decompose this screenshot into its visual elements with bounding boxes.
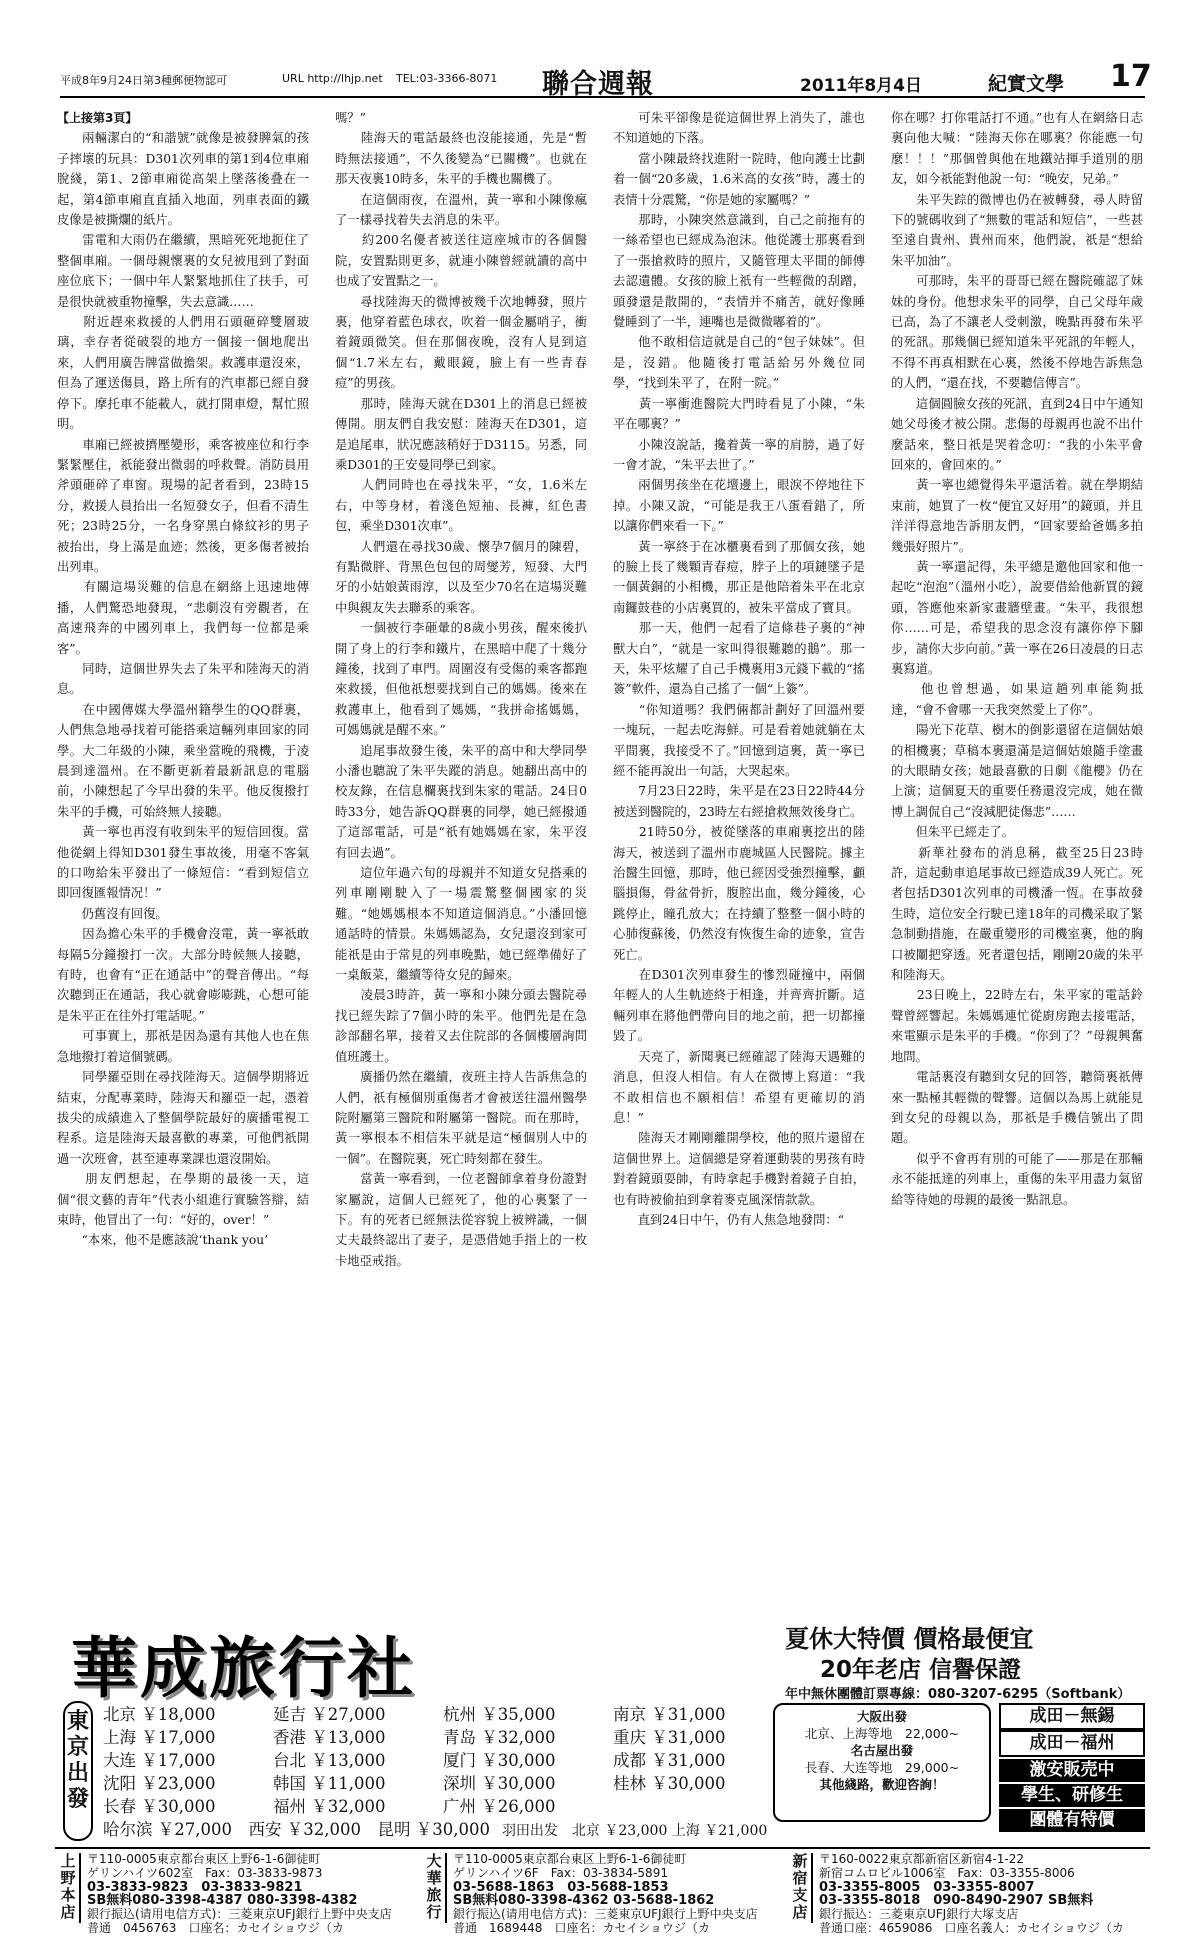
osaka-nagoya-box: 大阪出發 北京、上海等地 22,000~ 名古屋出發 長春、大连等地 29,000~ 其他綫路，歡迎咨詢！	[773, 1703, 991, 1822]
special-routes: 成田－無錫 成田－福州 激安販売中 學生、研修生 團體有特價	[999, 1703, 1145, 1832]
ad-title: 華成旅行社	[71, 1630, 416, 1707]
masthead: 聯合週報	[542, 69, 654, 100]
article-column-1	[57, 108, 309, 1608]
continued-marker: 【上接第3頁】	[57, 111, 138, 125]
article-body	[55, 108, 1150, 1608]
header-url: URL http://lhjp.net	[282, 72, 383, 85]
branch-shinjuku: 〒160-0022東京都新宿区新宿4-1-22 新宿コムロビル1006室 Fax：03-3355-8006 03-3355-8005 03-3355-8007 03-3355-8018 090-8490-2907 SB無料 銀行振込：三菱東京UFJ銀行大塚支店 普通口座：4659086 口座名義人：カセイショウジ（カ	[819, 1852, 1124, 1935]
branch-name-ueno: 上 野 本 店	[57, 1853, 81, 1923]
header-tel: TEL:03-3366-8071	[396, 72, 498, 85]
fare-table	[103, 1703, 823, 1843]
branch-name-daika: 大 華 旅 行	[423, 1853, 447, 1923]
fare-row-last: 哈尔滨 ￥27,000 西安 ￥32,000 昆明 ￥30,000 羽田出发 北京 ￥23,000 上海 ￥21,000	[103, 1820, 768, 1839]
article-column-2: 嗎？” 陸海天的電話最終也沒能接通，先是“暫時無法接通”，不久後變為“已關機”。也就在那天夜裏10時多，朱平的手機也關機了。 在這個雨夜，在溫州，黃一寧和小陳像瘋了一樣尋找着失去消息的朱平。 約200名優者被送往這座城市的各個醫院，安置點則更多，就連小陳曾經就讀的高中也成了安置點之一。 尋找陸海天的微博被幾千次地轉發，照片裏，他穿着藍色球衣，吹着一個金屬哨子，衝着鏡頭微笑。但在那個夜晚，沒有人見到這個“1.7米左右，戴眼鏡，臉上有一些青春痘”的男孩。 那時，陸海天就在D301上的消息已經被傳開。朋友們自我安慰：陸海天在D301，這是追尾車，狀况應該稍好于D3115。另悉，同乘D301的王安曼同學已到家。 人們同時也在尋找朱平，“女，1.6米左右，中等身材，着淺色短袖、長褲，紅色書包，乘坐D301次車”。 人們還在尋找30歲、懷孕7個月的陳碧，有點微胖、背黑色包包的周燮芳，短發、大門牙的小姑娘黃雨淳，以及至少70名在這場災難中與親友失去聯系的乘客。 一個被行李砸暈的8歲小男孩，醒來後扒開了身上的行李和鐵片，在黑暗中爬了十幾分鐘後，找到了車門。周圍沒有受傷的乘客都跑來救援，但他祇想要找到自己的媽媽。後來在救護車上，他看到了媽媽，“我拼命搖媽媽，可媽媽就是醒不來。” 追尾事故發生後，朱平的高中和大學同學小潘也聽說了朱平失蹤的消息。她翻出高中的校友錄，在信息欄裏找到朱家的電話。24日0時33分，她告訴QQ群裏的同學，她已經撥通了這部電話，可是“祇有她媽媽在家，朱平沒有回去過”。 這位年過六旬的母親并不知道女兒搭乘的列車剛剛駛入了一場震驚整個國家的災難。“她媽媽根本不知道這個消息。”小潘回憶通話時的情景。朱媽媽認為，女兒還沒到家可能祇是由于常見的列車晚點，她已經準備好了一桌飯菜，繼續等待女兒的歸來。 凌晨3時許，黃一寧和小陳分頭去醫院尋找已經失踪了7個小時的朱平。他們先是在急診部翻名單，接着又去住院部的各個樓層詢問值班護士。 廣播仍然在繼續，夜班主持人告訴焦急的人們，祇有極個別重傷者才會被送往溫州醫學院附屬第三醫院和附屬第一醫院。而在那時，黃一寧根本不相信朱平就是這“極個別人中的一個”。在醫院裏，死亡時刻都在發生。 當黃一寧看到，一位老醫師拿着身份證對家屬說，這個人已經死了，他的心裏緊了一下。有的死者已經無法從容貌上被辨識，一個丈夫最終認出了妻子，是憑借她手指上的一枚卡地亞戒指。	[335, 111, 587, 1268]
postal-permit: 平成8年9月24日第3種郵便物認可	[60, 74, 227, 87]
page-number: 17	[1110, 59, 1152, 94]
ad-hotline: 年中無休團體訂票專線：080-3207-6295（Softbank）	[785, 1687, 1131, 1702]
fare-row: 长春 ￥30,000 福州 ￥32,000 广州 ￥26,000	[103, 1797, 556, 1816]
column-1-text: 兩輛潔白的“和諧號”就像是被發脾氣的孩子摔壞的玩具：D301次列車的第1到4位車廂脫綫，第1、2節車廂從高架上墜落後叠在一起，第4節車廂直直插入地面，列車表面的鐵皮像是被撕爛的紙片。 雷電和大雨仍在繼續，黑暗死死地扼住了整個車廂。一個母親懷裏的女兒被甩到了對面座位底下；一個中年人緊緊地抓住了扶手，可是很快就被重物撞擊，失去意識…… 附近趕來救援的人們用石頭砸碎雙層玻璃，幸存者從破裂的地方一個接一個地爬出來，人們用廣告牌當做擔架。救護車還沒來，但為了運送傷員，路上所有的汽車都已經自發停下。摩托車不能載人，就打開車燈，幫忙照明。 車廂已經被擠壓變形，乘客被座位和行李緊緊壓住，祇能發出微弱的呼救聲。消防員用斧頭砸碎了車窗。現場的記者看到，23時15分，救援人員抬出一名短發女子，但看不清生死；23時25分，一名身穿黑白條紋衫的男子被抬出，身上滿是血迹；然後，更多傷者被抬出列車。 有關這場災難的信息在網絡上迅速地傳播，人們驚恐地發現，“悲劇沒有旁觀者，在高速飛奔的中國列車上，我們每一位都是乘客”。 同時，這個世界失去了朱平和陸海天的消息。 在中國傳媒大學溫州籍學生的QQ群裏，人們焦急地尋找着可能搭乘這輛列車回家的同學。大二年級的小陳，乘坐當晚的飛機，于凌晨到達溫州。在不斷更新着最新訊息的電腦前，小陳想起了今早出發的朱平。他反復撥打朱平的手機，可始終無人接聽。 黃一寧也再沒有收到朱平的短信回復。當他從網上得知D301發生事故後，用毫不客氣的口吻給朱平發出了一條短信：“看到短信立即回復匯報情况！” 仍舊沒有回復。 因為擔心朱平的手機會沒電，黃一寧祇敢每隔5分鐘撥打一次。大部分時候無人接聽，有時，也會有“正在通話中”的聲音傳出。“每次聽到正在通話，我心就會嘭嘭跳，心想可能是朱平正在往外打電話呢。” 可事實上，那祇是因為還有其他人也在焦急地撥打着這個號碼。 同學羅亞則在尋找陸海天。這個學期將近結束，分配專業時，陸海天和羅亞一起，憑着拔尖的成績進入了整個學院最好的廣播電視工程系。這是陸海天最喜歡的專業，可他們祇開過一次班會，甚至連專業課也還沒開始。 朋友們想起，在學期的最後一天，這個“很文藝的青年”代表小組進行實驗答辯，結束時，他冒出了一句：“好的，over！” “本來，他不是應該說‘thank you’	[57, 131, 309, 1248]
ad-tagline-2: 20年老店 信譽保證	[820, 1657, 1022, 1683]
ad-tagline-1: 夏休大特價 價格最便宜	[785, 1625, 1034, 1653]
travel-agency-ad	[55, 1613, 1150, 1935]
page-header	[60, 59, 1152, 100]
tokyo-departure-label: 東 京 出 發	[63, 1701, 93, 1841]
fare-row: 大连 ￥17,000 台北 ￥13,000 厦门 ￥30,000 成都 ￥31,000	[103, 1751, 726, 1770]
haneda-fares: 羽田出发 北京 ￥23,000 上海 ￥21,000	[501, 1823, 768, 1839]
branch-ueno: 〒110-0005東京都台東区上野6-1-6御徒町 ゲリンハイツ602室 Fax：03-3833-9873 03-3833-9823 03-3833-9821 SB無料080-3398-4387 080-3398-4382 銀行振込(请用电信方式)：三菱東京UFJ銀行上野中央支店 普通 0456763 口座名：カセイショウジ（カ	[87, 1852, 392, 1935]
fare-row: 上海 ￥17,000 香港 ￥13,000 青岛 ￥32,000 重庆 ￥31,000	[103, 1728, 726, 1747]
fare-row: 北京 ￥18,000 延吉 ￥27,000 杭州 ￥35,000 南京 ￥31,000	[103, 1705, 726, 1724]
branch-name-shinjuku: 新 宿 支 店	[789, 1853, 813, 1923]
article-column-4: 你在哪？打你電話打不通。”也有人在網絡日志裏向他大喊：“陸海天你在哪裏？你能應一句麼！！！”那個曾與他在地鐵站揮手道別的朋友，如今祇能對他說一句：“晚安，兄弟。” 朱平失踪的微博也仍在被轉發，尋人時留下的號碼收到了“無數的電話和短信”，一些甚至遠自貴州、貴州而來，他們說，祇是“想給朱平加油”。 可那時，朱平的哥哥已經在醫院確認了妹妹的身份。他想求朱平的同學，自己父母年歲已高，為了不讓老人受刺激，晚點再發布朱平的死訊。那幾個已經知道朱平死訊的年輕人，不得不再真相默在心裏，然後不停地告訴焦急的人們，“還在找，不要聽信傳言”。 這個圓臉女孩的死訊，直到24日中午通知她父母後才被公開。悲傷的母親再也說不出什麼話來，整日祇是哭着念叨：“我的小朱平會回來的，會回來的。” 黃一寧也總覺得朱平還活着。就在學期結束前，她買了一枚“便宜又好用”的鏡頭，并且洋洋得意地告訴朋友們，“回家要給爸媽多拍幾張好照片”。 黃一寧還記得，朱平總是邀他回家和他一起吃“泡泡”（溫州小吃），說要借給他新買的鏡頭，答應他來新家畫牆壁畫。“朱平，我很想你……可是，希望我的思念沒有讓你停下腳步，請你大步向前。”黃一寧在26日凌晨的日志裏寫道。 他也曾想過，如果這趟列車能夠抵達，“會不會哪一天我突然愛上了你”。 陽光下花草、樹木的倒影還留在這個姑娘的相機裏；草稿本裏還滿是這個姑娘隨手塗畫的大眼睛女孩；她最喜歡的日劇《龍櫻》仍在上演；這個夏天的重要任務還沒完成，她在微博上調侃自己“沒減肥徒傷悲”…… 但朱平已經走了。 新華社發布的消息稱，截至25日23時許，這起動車追尾事故已經造成39人死亡。死者包括D301次列車的司機潘一恆。在事故發生時，這位安全行駛已達18年的司機采取了緊急制動措施，在嚴重變形的司機室裏，他的胸口被闡把穿透。死者還包括，剛剛20歲的朱平和陸海天。 23日晚上，22時左右，朱平家的電話鈴聲曾經響起。朱媽媽連忙從廚房跑去接電話，來電顯示是朱平的手機。“你到了？”母親興奮地問。 電話裏沒有聽到女兒的回答，聽筒裏祇傳來一點極其輕微的聲響。這個以為馬上就能見到女兒的母親以為，那祇是手機信號出了問題。 似乎不會再有別的可能了——那是在那輛永不能抵達的列車上，重傷的朱平用盡力氣留給等待她的母親的最後一點訊息。	[891, 111, 1143, 1207]
branch-daika: 〒110-0005東京都台東区上野6-1-6御徒町 ゲリンハイツ6F Fax：03-3834-5891 03-5688-1863 03-5688-1853 SB無料080-3398-4362 03-5688-1862 銀行振込(请用电信方式)：三菱東京UFJ銀行上野中央支店 普通 1689448 口座名：カセイショウジ（カ	[453, 1852, 758, 1935]
fare-row: 沈阳 ￥23,000 韩国 ￥11,000 深圳 ￥30,000 桂林 ￥30,000	[103, 1774, 726, 1793]
article-column-3: 可朱平卻像是從這個世界上消失了，誰也不知道她的下落。 當小陳最終找進附一院時，他向護士比劃着一個“20多歲，1.6米高的女孩”時，護士的表情十分震驚，“你是她的家屬嗎？” 那時，小陳突然意識到，自己之前拖有的一絲希望也已經成為泡沫。他從護士那裏看到了一張搶救時的照片，又隨管理太平間的師傅去認遺體。女孩的臉上祇有一些輕微的刮蹭，頭發還是散開的，“表情并不痛苦，就好像睡覺睡到了一半，連嘴也是微微嘟着的”。 他不敢相信這就是自己的“包子妹妹”。但是，沒錯。他隨後打電話給另外幾位同學，“找到朱平了，在附一院。” 黃一寧衝進醫院大門時看見了小陳，“朱平在哪裏？” 小陳沒說話，攙着黃一寧的肩膀，過了好一會才說，“朱平去世了。” 兩個男孩坐在花壇邊上，眼淚不停地往下掉。小陳又說，“可能是我王八蛋看錯了，所以讓你們來看一下。” 黃一寧終于在冰櫃裏看到了那個女孩，她的臉上長了幾顆青春痘，脖子上的項鏈墜子是一個黃銅的小相機，那正是他陪着朱平在北京南鑼鼓巷的小店裏買的，被朱平當成了寶貝。 那一天，他們一起看了這條巷子裏的“神獸大白”，“就是一家叫得很難聽的鵝”。那一天，朱平炫耀了自己手機裏用3元錢下載的“搖簽”軟件，還為自己搖了一個“上簽”。 “你知道嗎？我們倆都計劃好了回溫州要一塊玩，一起去吃海鮮。可是看着她就躺在太平間裏，我接受不了。”回憶到這裏，黃一寧已經不能再說出一句話，大哭起來。 7月23日22時，朱平是在23日22時44分被送到醫院的，23時左右經搶救無效後身亡。 21時50分，被從墜落的車廂裏挖出的陸海天，被送到了溫州市鹿城區人民醫院。據主治醫生回憶，那時，他已經因受強烈撞擊，顱腦損傷，骨盆骨折，腹腔出血，幾分鐘後，心跳停止，瞳孔放大；在持續了整整一個小時的心肺復蘇後，仍然沒有恢復生命的迹象，宣告死亡。 在D301次列車發生的慘烈碰撞中，兩個年輕人的人生軌迹終于相逢，并齊齊折斷。這輛列車在將他們帶向目的地之前，把一切都撞毀了。 天亮了，新聞裏已經確認了陸海天遇難的消息，但沒人相信。有人在微博上寫道：“我不敢相信也不願相信！希望有更確切的消息！” 陸海天才剛剛離開學校，他的照片還留在這個世界上。這個總是穿着運動裝的男孩有時對着鏡頭耍帥，有時拿起手機對着鏡子自拍，也有時被偷拍到拿着麥克風深情款款。 直到24日中午，仍有人焦急地發問：“	[613, 111, 865, 1227]
section-name: 紀實文學	[988, 73, 1065, 95]
issue-date: 2011年8月4日	[800, 76, 922, 96]
branch-offices	[55, 1847, 1150, 1935]
